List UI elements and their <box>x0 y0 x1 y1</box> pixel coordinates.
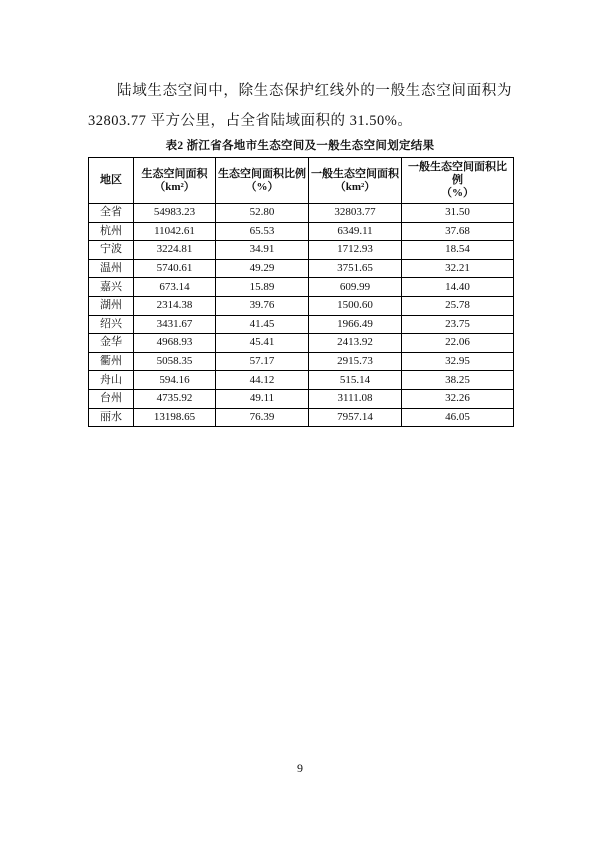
value-cell: 2413.92 <box>309 334 402 353</box>
value-cell: 25.78 <box>402 296 514 315</box>
column-header-label: 生态空间面积比例 <box>218 167 306 180</box>
value-cell: 39.76 <box>216 296 309 315</box>
value-cell: 32803.77 <box>309 204 402 223</box>
column-header-unit: （km²） <box>334 180 376 193</box>
table-header-row <box>89 158 514 204</box>
column-header-unit: （%） <box>245 180 279 193</box>
value-cell: 37.68 <box>402 222 514 241</box>
region-cell: 杭州 <box>89 222 134 241</box>
table-row <box>89 278 514 297</box>
region-cell: 嘉兴 <box>89 278 134 297</box>
table-row <box>89 222 514 241</box>
value-cell: 4968.93 <box>134 334 216 353</box>
column-header-label: 生态空间面积 <box>141 167 208 180</box>
value-cell: 76.39 <box>216 408 309 427</box>
value-cell: 44.12 <box>216 371 309 390</box>
value-cell: 6349.11 <box>309 222 402 241</box>
table-row <box>89 241 514 260</box>
value-cell: 5058.35 <box>134 352 216 371</box>
value-cell: 594.16 <box>134 371 216 390</box>
value-cell: 4735.92 <box>134 389 216 408</box>
table-row <box>89 204 514 223</box>
column-header <box>402 158 514 204</box>
region-cell: 绍兴 <box>89 315 134 334</box>
value-cell: 57.17 <box>216 352 309 371</box>
table-row <box>89 334 514 353</box>
value-cell: 13198.65 <box>134 408 216 427</box>
region-cell: 衢州 <box>89 352 134 371</box>
value-cell: 49.11 <box>216 389 309 408</box>
value-cell: 1712.93 <box>309 241 402 260</box>
column-header-label: 地区 <box>100 174 122 186</box>
value-cell: 49.29 <box>216 259 309 278</box>
value-cell: 14.40 <box>402 278 514 297</box>
value-cell: 54983.23 <box>134 204 216 223</box>
table-row <box>89 371 514 390</box>
value-cell: 7957.14 <box>309 408 402 427</box>
value-cell: 1500.60 <box>309 296 402 315</box>
region-cell: 湖州 <box>89 296 134 315</box>
column-header-label: 一般生态空间面积比例 <box>408 161 507 186</box>
value-cell: 3224.81 <box>134 241 216 260</box>
value-cell: 3431.67 <box>134 315 216 334</box>
content-area <box>88 0 512 427</box>
value-cell: 3111.08 <box>309 389 402 408</box>
value-cell: 32.21 <box>402 259 514 278</box>
table-row <box>89 408 514 427</box>
page-number: 9 <box>297 761 303 775</box>
ecological-space-table <box>88 157 514 427</box>
column-header-unit: （%） <box>441 187 474 199</box>
region-cell: 宁波 <box>89 241 134 260</box>
value-cell: 65.53 <box>216 222 309 241</box>
body-paragraph: 陆域生态空间中，除生态保护红线外的一般生态空间面积为 32803.77 平方公里，占全省陆域面积的 31.50%。 <box>88 83 512 129</box>
value-cell: 3751.65 <box>309 259 402 278</box>
value-cell: 32.95 <box>402 352 514 371</box>
value-cell: 22.06 <box>402 334 514 353</box>
value-cell: 46.05 <box>402 408 514 427</box>
column-header <box>309 158 402 204</box>
table-caption: 表2 浙江省各地市生态空间及一般生态空间划定结果 <box>165 140 435 152</box>
column-header <box>134 158 216 204</box>
value-cell: 18.54 <box>402 241 514 260</box>
region-cell: 全省 <box>89 204 134 223</box>
region-cell: 丽水 <box>89 408 134 427</box>
table-row <box>89 259 514 278</box>
column-header <box>89 158 134 204</box>
table-row <box>89 389 514 408</box>
value-cell: 5740.61 <box>134 259 216 278</box>
value-cell: 32.26 <box>402 389 514 408</box>
region-cell: 温州 <box>89 259 134 278</box>
value-cell: 34.91 <box>216 241 309 260</box>
value-cell: 38.25 <box>402 371 514 390</box>
value-cell: 52.80 <box>216 204 309 223</box>
value-cell: 2314.38 <box>134 296 216 315</box>
region-cell: 台州 <box>89 389 134 408</box>
value-cell: 609.99 <box>309 278 402 297</box>
column-header <box>216 158 309 204</box>
value-cell: 23.75 <box>402 315 514 334</box>
region-cell: 舟山 <box>89 371 134 390</box>
value-cell: 41.45 <box>216 315 309 334</box>
table-row <box>89 296 514 315</box>
value-cell: 1966.49 <box>309 315 402 334</box>
column-header-unit: （km²） <box>154 180 195 193</box>
value-cell: 11042.61 <box>134 222 216 241</box>
value-cell: 45.41 <box>216 334 309 353</box>
value-cell: 673.14 <box>134 278 216 297</box>
region-cell: 金华 <box>89 334 134 353</box>
value-cell: 31.50 <box>402 204 514 223</box>
value-cell: 2915.73 <box>309 352 402 371</box>
value-cell: 15.89 <box>216 278 309 297</box>
table-body <box>89 204 514 427</box>
table-row <box>89 315 514 334</box>
table-row <box>89 352 514 371</box>
column-header-label: 一般生态空间面积 <box>311 167 399 180</box>
value-cell: 515.14 <box>309 371 402 390</box>
